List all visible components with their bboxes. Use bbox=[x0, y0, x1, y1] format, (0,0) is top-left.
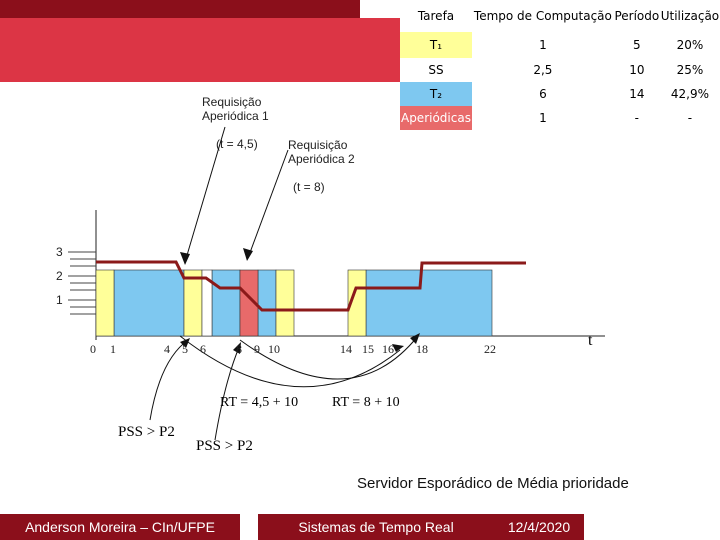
footer-date: 12/4/2020 bbox=[494, 514, 584, 540]
request-1-time: (t = 4,5) bbox=[216, 137, 258, 151]
x-label: 5 bbox=[182, 342, 188, 356]
capacity-ticks bbox=[68, 252, 96, 314]
x-label: 18 bbox=[416, 342, 428, 356]
x-label: 22 bbox=[484, 342, 496, 356]
priority-annotation-2: PSS > P2 bbox=[196, 438, 253, 454]
t2-executions bbox=[114, 270, 492, 336]
cell-compute: 2,5 bbox=[533, 63, 553, 77]
x-label: 16 bbox=[382, 342, 394, 356]
request-2-line2: Aperiódica 2 bbox=[288, 152, 355, 166]
request-1-line2: Aperiódica 1 bbox=[202, 109, 269, 123]
x-label: 6 bbox=[200, 342, 206, 356]
request-2-time: (t = 8) bbox=[293, 180, 325, 194]
t2-block bbox=[366, 270, 492, 336]
x-label: 4 bbox=[164, 342, 170, 356]
t1-block bbox=[276, 270, 294, 336]
cell-period: 5 bbox=[633, 38, 641, 52]
x-label: 8 bbox=[236, 342, 242, 356]
request-1-line1: Requisição bbox=[202, 95, 262, 109]
footer-author: Anderson Moreira – CIn/UFPE bbox=[0, 514, 240, 540]
header-compute: Tempo de Computação bbox=[473, 8, 612, 23]
rt-annotation-2: RT = 8 + 10 bbox=[332, 395, 400, 410]
cell-task: SS bbox=[428, 63, 444, 77]
caption: Servidor Esporádico de Média prioridade bbox=[357, 475, 629, 492]
x-label: 10 bbox=[268, 342, 280, 356]
cell-task: T₁ bbox=[400, 32, 472, 58]
t1-block bbox=[184, 270, 202, 336]
t2-block bbox=[258, 270, 276, 336]
y-label-3: 3 bbox=[56, 245, 63, 259]
priority-arrow-2 bbox=[215, 345, 240, 440]
request-1-arrowhead bbox=[180, 252, 190, 265]
request-1-arrow bbox=[185, 127, 225, 262]
x-label: 9 bbox=[254, 342, 260, 356]
footer-course: Sistemas de Tempo Real bbox=[258, 514, 494, 540]
t1-block bbox=[96, 270, 114, 336]
y-label-2: 2 bbox=[56, 269, 63, 283]
y-label-1: 1 bbox=[56, 293, 63, 307]
request-2-line1: Requisição bbox=[288, 138, 348, 152]
cell-util: - bbox=[687, 111, 693, 125]
x-label: 1 bbox=[110, 342, 116, 356]
header-util: Utilização bbox=[660, 8, 720, 23]
cell-util: 20% bbox=[676, 38, 704, 52]
x-label: 0 bbox=[90, 342, 96, 356]
t-label: t bbox=[588, 332, 593, 349]
cell-task: T₂ bbox=[400, 82, 472, 106]
cell-period: - bbox=[634, 111, 640, 125]
cell-util: 25% bbox=[676, 63, 704, 77]
header-period: Período bbox=[614, 8, 660, 23]
t2-block bbox=[114, 270, 184, 336]
header-task: Tarefa bbox=[417, 8, 455, 23]
cell-task: Aperiódicas bbox=[400, 106, 472, 130]
cell-compute: 1 bbox=[539, 111, 547, 125]
priority-annotation-1: PSS > P2 bbox=[118, 424, 175, 440]
cell-period: 10 bbox=[629, 63, 645, 77]
cell-compute: 6 bbox=[539, 87, 547, 101]
x-label: 14 bbox=[340, 342, 352, 356]
cell-compute: 1 bbox=[539, 38, 547, 52]
request-2-arrow bbox=[248, 150, 288, 258]
cell-period: 14 bbox=[629, 87, 645, 101]
cell-util: 42,9% bbox=[670, 87, 709, 101]
x-label: 15 bbox=[362, 342, 374, 356]
rt-annotation-1: RT = 4,5 + 10 bbox=[220, 395, 299, 410]
t2-block bbox=[212, 270, 240, 336]
